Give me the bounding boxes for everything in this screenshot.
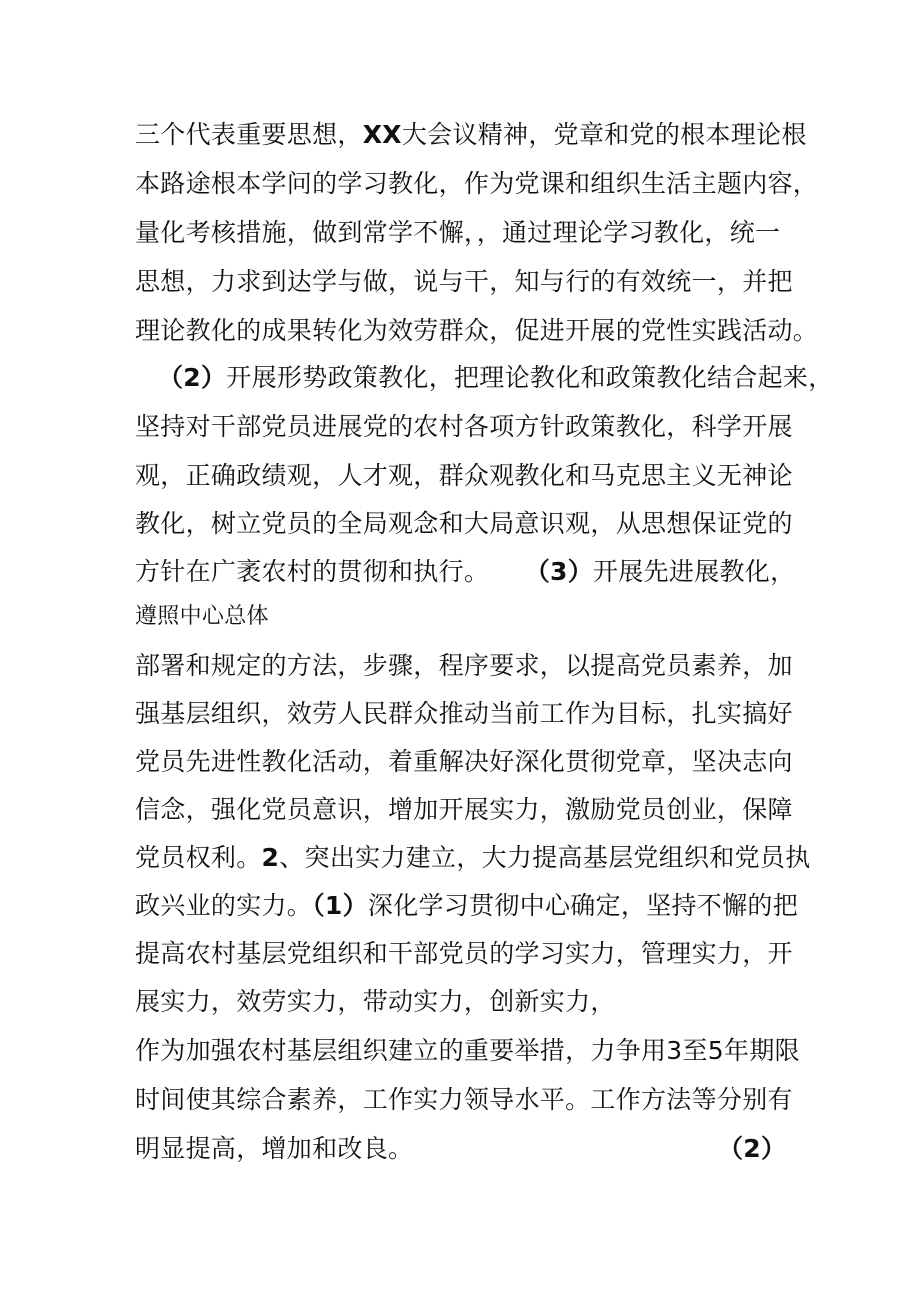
line-text: 政兴业的实力。 (135, 891, 313, 920)
list-number: 2 (261, 843, 280, 872)
line-text: 、突出实力建立，大力提高基层党组织和党员执 (279, 843, 811, 872)
paragraph-line: 量化考核措施，做到常学不懈，，通过理论学习教化，统一 (135, 218, 781, 247)
list-number: （1） (312, 891, 368, 920)
paragraph-line: 部署和规定的方法，步骤，程序要求，以提高党员素养，加 (135, 651, 793, 680)
line-text: 党员权利。 (135, 843, 262, 872)
line-text: 大会议精神，党章和党的根本理论根 (401, 120, 807, 149)
paragraph-line (158, 359, 834, 397)
paragraph-line (135, 839, 811, 877)
paragraph-line (135, 553, 795, 591)
bold-text: XX (362, 120, 402, 149)
paragraph-line (135, 887, 798, 925)
paragraph-line: 党员先进性教化活动，着重解决好深化贯彻党章，坚决志向 (135, 747, 793, 776)
list-number: （2） (718, 1134, 787, 1163)
paragraph-line: 作为加强农村基层组织建立的重要举措，力争用3至5年期限 (135, 1036, 800, 1065)
paragraph-line: 本路途根本学问的学习教化，作为党课和组织生活主题内容， (135, 169, 819, 198)
paragraph-line: 思想，力求到达学与做，说与干，知与行的有效统一，并把 (135, 267, 793, 296)
paragraph-line: 信念，强化党员意识，增加开展实力，激励党员创业，保障 (135, 795, 793, 824)
paragraph-line: 理论教化的成果转化为效劳群众，促进开展的党性实践活动。 (135, 316, 819, 345)
paragraph-line: 提高农村基层党组织和干部党员的学习实力，管理实力，开 (135, 939, 793, 968)
line-text: 方针在广袤农村的贯彻和执行。 (135, 557, 490, 586)
paragraph-line: 展实力，效劳实力，带动实力，创新实力， (135, 987, 616, 1016)
line-text: 三个代表重要思想， (135, 120, 363, 149)
paragraph-line: 明显提高，增加和改良。 (135, 1134, 414, 1163)
paragraph-line: 教化，树立党员的全局观念和大局意识观，从思想保证党的 (135, 509, 793, 538)
list-number: （2） (158, 363, 227, 392)
line-text: 开展形势政策教化，把理论教化和政策教化结合起来， (226, 363, 834, 392)
paragraph-line: 强基层组织，效劳人民群众推动当前工作为目标，扎实搞好 (135, 699, 793, 728)
paragraph-line: 观，正确政绩观，人才观，群众观教化和马克思主义无神论 (135, 461, 793, 490)
line-text: 深化学习贯彻中心确定，坚持不懈的把 (367, 891, 799, 920)
line-text: 开展先进展教化， (593, 557, 796, 586)
paragraph-line: 坚持对干部党员进展党的农村各项方针政策教化，科学开展 (135, 412, 793, 441)
list-number: （3） (537, 557, 593, 586)
paragraph-line: 时间使其综合素养，工作实力领导水平。工作方法等分别有 (135, 1085, 793, 1114)
paragraph-line: 遵照中心总体 (135, 604, 269, 629)
paragraph-line (135, 116, 807, 154)
